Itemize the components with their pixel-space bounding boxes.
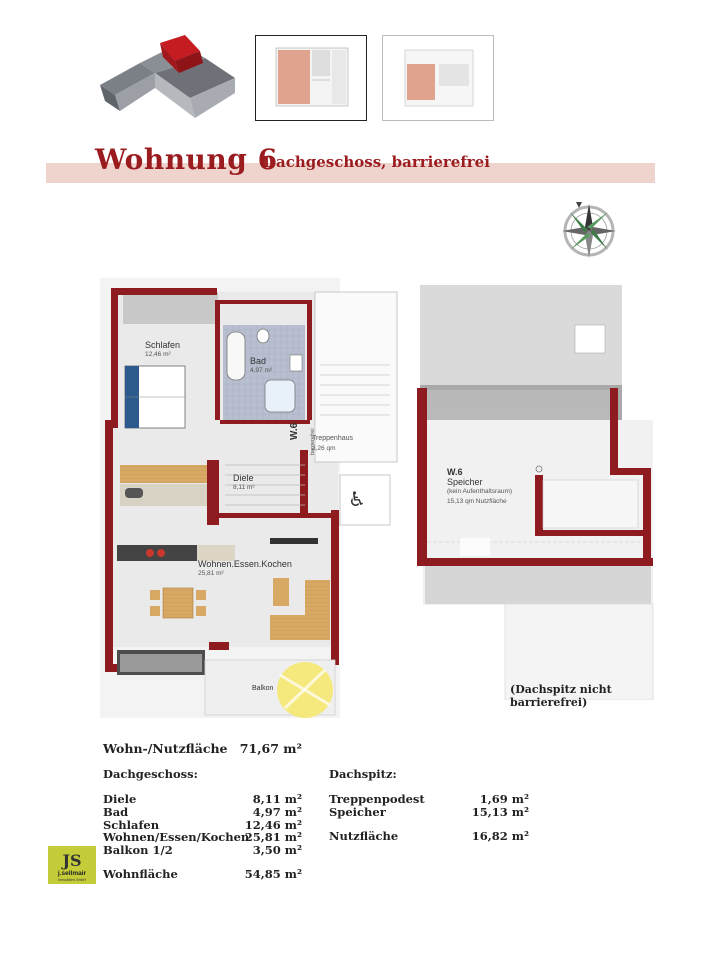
page-title: Wohnung 6: [95, 143, 278, 176]
unit-tag-dg: W.6: [289, 422, 300, 440]
ds-row-value: 1,69 m²: [479, 792, 529, 806]
ds-heading: Dachspitz:: [329, 767, 397, 781]
dg-sum-value: 54,85 m²: [244, 867, 302, 881]
dg-row-value: 25,81 m²: [244, 830, 302, 844]
ds-sum-label: Nutzfläche: [329, 829, 399, 843]
dg-row-label: Wohnen/Essen/Kochen: [103, 830, 250, 844]
roof-plan-thumbnail-icon: [383, 36, 493, 120]
dachspitz-note: (Dachspitz nicht barrierefrei): [510, 683, 612, 709]
total-value: 71,67 m²: [239, 741, 302, 756]
room-label-wohnen: Wohnen.Essen.Kochen 25,81 m²: [198, 559, 292, 577]
floor-thumbnail-dachgeschoss[interactable]: [255, 35, 367, 121]
dg-heading: Dachgeschoss:: [103, 767, 198, 781]
room-label-diele: Diele 8,11 m²: [233, 473, 255, 491]
dg-sum-label: Wohnfläche: [103, 867, 178, 881]
sellmair-logo: JS j.sellmair Immobilien GmbH: [48, 846, 96, 884]
room-label-balkon: Balkon: [252, 685, 274, 692]
page-subtitle: Dachgeschoss, barrierefrei: [263, 153, 490, 171]
dg-row-value: 4,97 m²: [252, 805, 302, 819]
ds-row-label: Speicher: [329, 805, 386, 819]
room-label-schlafen: Schlafen 12,46 m²: [145, 340, 181, 358]
dg-row-label: Schlafen: [103, 818, 160, 832]
logo-mark-icon: [48, 846, 96, 872]
dg-row-label: Balkon 1/2: [103, 843, 173, 857]
floor-plan-thumbnail-icon: [256, 36, 366, 120]
floor-plan-dachspitz: [405, 280, 660, 700]
building-isometric-icon: [95, 33, 240, 123]
dg-row-value: 12,46 m²: [244, 818, 302, 832]
room-label-bad: Bad 4,97 m²: [250, 356, 273, 374]
floor-thumbnail-dachspitz[interactable]: [382, 35, 494, 121]
room-label-speicher: W.6 Speicher (kein Aufenthaltsraum) 15,13 qm Nutzfläche: [447, 467, 513, 505]
wheelchair-icon: ♿: [348, 487, 366, 511]
stair-tag: barrierefrei: [310, 428, 316, 455]
ds-row-value: 15,13 m²: [471, 805, 529, 819]
svg-text:JS: JS: [62, 851, 82, 870]
compass-rose-icon: [558, 200, 620, 262]
dg-row-label: Diele: [103, 792, 137, 806]
dg-row-value: 8,11 m²: [252, 792, 302, 806]
dg-row-value: 3,50 m²: [252, 843, 302, 857]
total-label: Wohn-/Nutzfläche: [103, 741, 228, 756]
ds-sum-value: 16,82 m²: [471, 829, 529, 843]
ds-row-label: Treppenpodest: [329, 792, 425, 806]
room-label-treppenhaus: Treppenhaus 3,26 qm: [312, 435, 353, 452]
dg-row-label: Bad: [103, 805, 129, 819]
